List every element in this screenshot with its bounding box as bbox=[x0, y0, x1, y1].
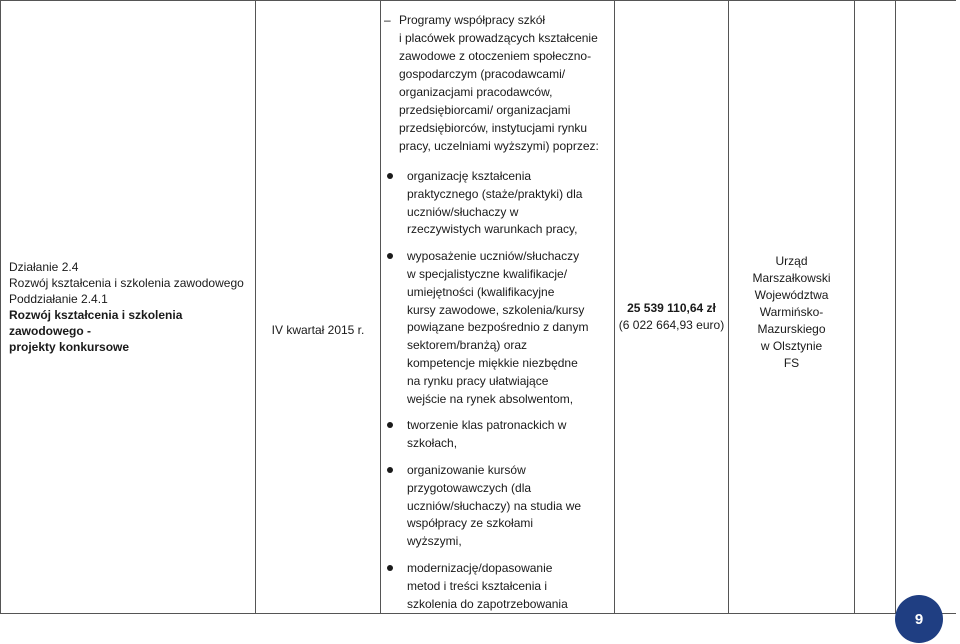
intro-line: przedsiębiorcami/ organizacjami bbox=[399, 103, 571, 117]
intro-line: gospodarczym (pracodawcami/ bbox=[399, 67, 566, 81]
list-item-line: powiązane bezpośrednio z danym bbox=[407, 320, 589, 335]
list-item bbox=[381, 168, 614, 239]
dzialanie-name: Rozwój kształcenia i szkolenia zawodowego bbox=[9, 276, 244, 291]
empty-cell bbox=[855, 1, 896, 614]
urzad-line: w Olsztynie bbox=[760, 338, 823, 353]
urzad-line: FS bbox=[783, 355, 800, 370]
table-row bbox=[1, 1, 957, 614]
list-item-line: wejście na rynek absolwentom, bbox=[407, 391, 574, 406]
zakres-cell bbox=[381, 1, 615, 614]
list-item-line: przygotowawczych (dla bbox=[407, 480, 532, 495]
poddzialanie-title: Poddziałanie 2.4.1 bbox=[9, 292, 108, 307]
urzad-line: Warmińsko- bbox=[759, 304, 824, 319]
kwota-eur: (6 022 664,93 euro) bbox=[618, 318, 725, 333]
bullet-icon bbox=[387, 565, 393, 571]
intro-line: i placówek prowadzących kształcenie bbox=[399, 31, 598, 45]
list-item-line: tworzenie klas patronackich w bbox=[407, 418, 567, 433]
list-item-line: uczniów/słuchaczy) na studia we bbox=[407, 498, 582, 513]
empty-cell bbox=[896, 1, 957, 614]
kwota-cell bbox=[615, 1, 729, 614]
list-item-line: organizowanie kursów bbox=[407, 462, 526, 477]
dash-marker: – bbox=[384, 13, 391, 27]
kwota-pln: 25 539 110,64 zł bbox=[627, 301, 716, 316]
intro-line: pracy, uczelniami wyższymi) poprzez: bbox=[399, 139, 599, 153]
list-item-line: kursy zawodowe, szkolenia/kursy bbox=[407, 302, 585, 317]
list-item-line: modernizację/dopasowanie bbox=[407, 560, 553, 575]
intro-line: zawodowe z otoczeniem społeczno- bbox=[399, 49, 592, 63]
urzad-line: Urząd bbox=[775, 253, 808, 268]
list-item-line: kompetencje miękkie niezbędne bbox=[407, 355, 578, 370]
list-item-line: w specjalistyczne kwalifikacje/ bbox=[407, 266, 568, 281]
list-item-line: szkolenia do zapotrzebowania bbox=[407, 596, 568, 611]
dzialanie-text bbox=[1, 259, 255, 355]
intro-line: organizacjami pracodawców, bbox=[399, 85, 553, 99]
list-item-line: umiejętności (kwalifikacyjne bbox=[407, 284, 555, 299]
list-item bbox=[381, 560, 614, 613]
urzad-cell bbox=[729, 1, 855, 614]
intro-paragraph bbox=[381, 1, 614, 155]
list-item bbox=[381, 248, 614, 408]
list-item-line: rzeczywistych warunkach pracy, bbox=[407, 222, 578, 237]
page-number-badge: 9 bbox=[895, 595, 943, 643]
list-item-line: uczniów/słuchaczy w bbox=[407, 204, 519, 219]
kwota-text bbox=[615, 280, 728, 334]
dzialanie-title: Działanie 2.4 bbox=[9, 260, 79, 275]
list-item-line: szkołach, bbox=[407, 436, 458, 451]
dzialanie-cell bbox=[1, 1, 256, 614]
urzad-line: Województwa bbox=[754, 287, 829, 302]
list-item-line: wyposażenie uczniów/słuchaczy bbox=[407, 249, 580, 264]
poddzialanie-name: Rozwój kształcenia i szkolenia zawodowego - bbox=[9, 308, 183, 339]
list-item-line: sektorem/branżą) oraz bbox=[407, 338, 528, 353]
bullet-icon bbox=[387, 467, 393, 473]
list-item-line: wyższymi, bbox=[407, 534, 462, 549]
bullet-icon bbox=[387, 422, 393, 428]
kwartal-cell bbox=[256, 1, 381, 614]
list-item-line: na rynku pracy ułatwiające bbox=[407, 373, 549, 388]
poddzialanie-name-cont: projekty konkursowe bbox=[9, 340, 130, 355]
urzad-text bbox=[729, 243, 854, 372]
list-item-line: organizację kształcenia bbox=[407, 169, 532, 183]
list-item bbox=[381, 417, 614, 453]
bullet-icon bbox=[387, 173, 393, 179]
urzad-line: Marszałkowski bbox=[752, 270, 831, 285]
list-item-line: praktycznego (staże/praktyki) dla bbox=[407, 186, 583, 201]
intro-line: Programy współpracy szkół bbox=[399, 13, 546, 27]
kwartal-text: IV kwartał 2015 r. bbox=[271, 322, 365, 337]
urzad-line: Mazurskiego bbox=[757, 321, 826, 336]
list-item-line: współpracy ze szkołami bbox=[407, 516, 534, 531]
bullet-icon bbox=[387, 253, 393, 259]
list-item bbox=[381, 462, 614, 551]
intro-line: przedsiębiorców, instytucjami rynku bbox=[399, 121, 588, 135]
list-item-line: metod i treści kształcenia i bbox=[407, 578, 548, 593]
